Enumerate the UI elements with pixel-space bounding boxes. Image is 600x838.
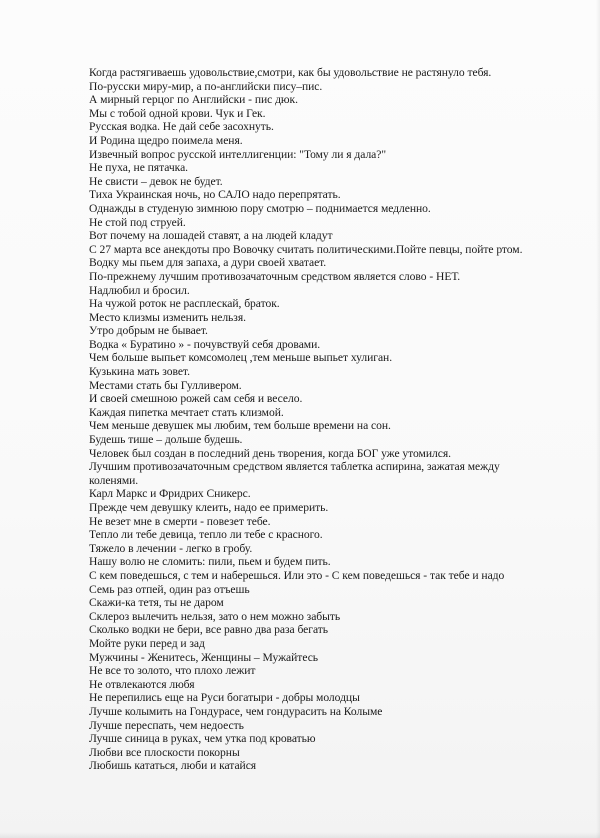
text-line: Извечный вопрос русской интеллигенции: "Тому ли я дала?" bbox=[89, 147, 387, 161]
scan-shadow-right bbox=[596, 0, 600, 838]
text-line: Склероз вылечить нельзя, зато о нем можно забыть bbox=[89, 609, 341, 623]
text-line: Утро добрым не бывает. bbox=[89, 324, 208, 338]
text-line: Не везет мне в смерти - повезет тебе. bbox=[89, 514, 271, 528]
text-line: Не стой под струей. bbox=[89, 215, 186, 229]
text-line: Карл Маркс и Фридрих Сникерс. bbox=[89, 487, 251, 501]
text-line: Русская водка. Не дай себе засохнуть. bbox=[89, 120, 274, 134]
text-line: Каждая пипетка мечтает стать клизмой. bbox=[89, 405, 284, 419]
text-line: Не пуха, не пятачка. bbox=[89, 161, 189, 175]
text-line: Кузькина мать зовет. bbox=[89, 365, 190, 379]
text-line: Не свисти – девок не будет. bbox=[89, 174, 223, 188]
text-line: По-прежнему лучшим противозачаточным средством является слово - НЕТ. bbox=[89, 269, 461, 283]
text-line: Мы с тобой одной крови. Чук и Гек. bbox=[89, 106, 266, 120]
text-line: И своей смешною рожей сам себя и весело. bbox=[89, 392, 303, 406]
text-line: Тяжело в лечении - легко в гробу. bbox=[89, 541, 253, 555]
text-line: Однажды в студеную зимнюю пору смотрю – поднимается медленно. bbox=[89, 201, 431, 215]
text-line: С 27 марта все анекдоты про Вовочку считать политическими.Пойте певцы, пойте ртом. bbox=[89, 242, 523, 256]
text-line: На чужой роток не расплескай, браток. bbox=[89, 297, 280, 311]
text-line: Не все то золото, что плохо лежит bbox=[89, 664, 256, 678]
text-line: Когда растягиваешь удовольствие,смотри, как бы удовольствие не растянуло тебя. bbox=[89, 66, 492, 79]
text-line: Лучше переспать, чем недоесть bbox=[89, 718, 244, 732]
text-line: А мирный герцог по Английски - пис дюк. bbox=[89, 93, 298, 107]
text-line: Скажи-ка тетя, ты не даром bbox=[89, 596, 224, 610]
text-line: И Родина щедро поимела меня. bbox=[89, 133, 243, 147]
text-line: Семь раз отпей, один раз отъешь bbox=[89, 582, 250, 596]
text-line: Вот почему на лошадей ставят, а на людей кладут bbox=[89, 229, 333, 243]
text-line: Сколько водки не бери, все равно два раза бегать bbox=[89, 623, 328, 637]
text-line: Любишь кататься, люби и катайся bbox=[89, 759, 257, 773]
text-line: Прежде чем девушку клеить, надо ее примерить. bbox=[89, 501, 329, 514]
text-line: Не отвлекаются любя bbox=[89, 677, 195, 691]
text-line: Тепло ли тебе девица, тепло ли тебе с красного. bbox=[89, 528, 323, 542]
text-body bbox=[89, 66, 559, 773]
text-line: Любви все плоскости покорны bbox=[89, 745, 240, 759]
text-line: Лучше синица в руках, чем утка под кроватью bbox=[89, 732, 316, 746]
text-line: Будешь тише – дольше будешь. bbox=[89, 433, 243, 447]
text-line: Водку мы пьем для запаха, а дури своей хватает. bbox=[89, 256, 327, 270]
scan-shadow-bottom bbox=[0, 832, 600, 838]
text-line: Не перепились еще на Руси богатыри - добры молодцы bbox=[89, 691, 360, 705]
text-line: Тиха Украинская ночь, но САЛО надо перепрятать. bbox=[89, 188, 341, 202]
text-line: Нашу волю не сломить: пили, пьем и будем пить. bbox=[89, 555, 331, 569]
text-line: Человек был создан в последний день творения, когда БОГ уже утомился. bbox=[89, 446, 451, 460]
text-line: Мужчины - Женитесь, Женщины – Мужайтесь bbox=[89, 650, 319, 664]
text-line: Лучшим противозачаточным средством является таблетка аспирина, зажатая между коленями. bbox=[89, 460, 500, 487]
text-line: Место клизмы изменить нельзя. bbox=[89, 310, 246, 324]
text-line: Лучше колымить на Гондурасе, чем гондурасить на Колыме bbox=[89, 704, 383, 718]
text-line: Мойте руки перед и зад bbox=[89, 636, 205, 650]
text-line: Надлюбил и бросил. bbox=[89, 283, 190, 297]
text-line: Водка « Буратино » - почувствуй себя дровами. bbox=[89, 337, 321, 351]
text-line: Чем больше выпьет комсомолец ,тем меньше выпьет хулиган. bbox=[89, 351, 393, 365]
text-line: С кем поведешься, с тем и наберешься. Или это - С кем поведешься - так тебе и надо bbox=[89, 568, 505, 582]
text-line: Местами стать бы Гулливером. bbox=[89, 378, 242, 392]
text-line: Чем меньше девушек мы любим, тем больше времени на сон. bbox=[89, 419, 391, 433]
text-line: По-русски миру-мир, а по-английски пису–пис. bbox=[89, 79, 323, 93]
